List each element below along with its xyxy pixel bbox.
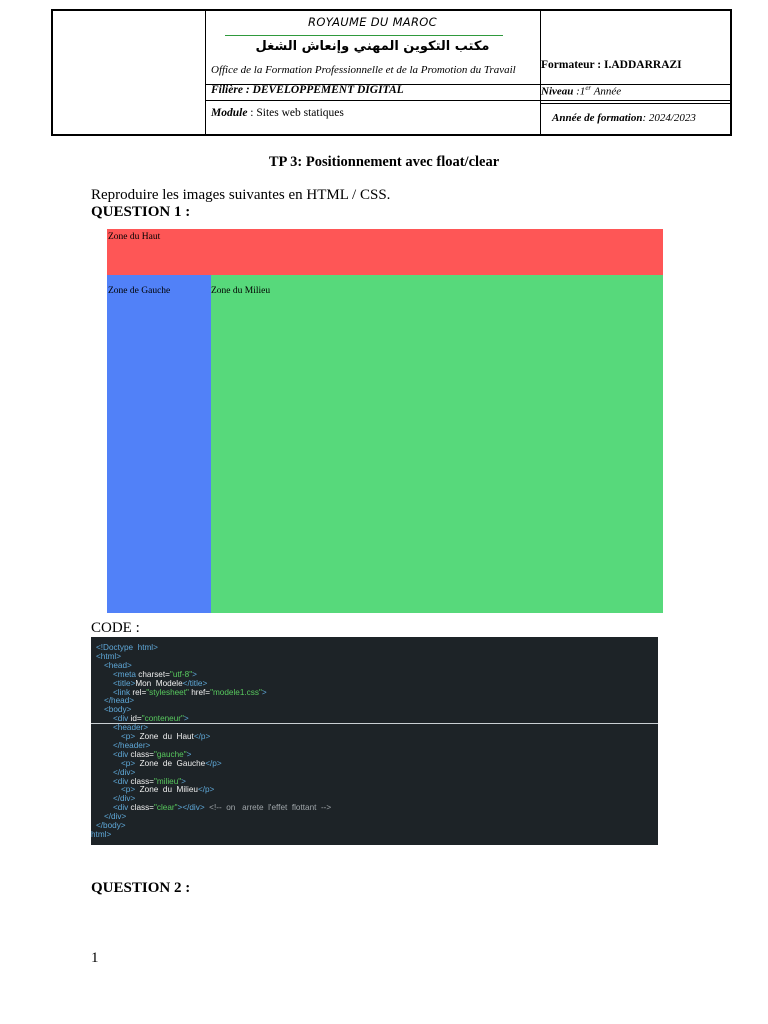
table-divider bbox=[205, 11, 206, 134]
zone-gauche bbox=[107, 275, 211, 613]
code-line: html> bbox=[91, 829, 112, 839]
niveau-field: Niveau :1er Année bbox=[541, 84, 622, 98]
code-line: <title>Mon Modele</title> bbox=[113, 678, 208, 688]
question-2-heading: QUESTION 2 : bbox=[91, 880, 191, 896]
code-line: </div> bbox=[113, 794, 136, 804]
table-divider bbox=[205, 100, 732, 101]
code-line: <div class="gauche"> bbox=[113, 749, 192, 759]
code-line: <body> bbox=[104, 705, 132, 715]
code-line: <head> bbox=[104, 660, 132, 670]
layout-figure bbox=[107, 229, 663, 613]
code-block bbox=[91, 637, 658, 845]
zone-haut bbox=[107, 229, 663, 275]
annee-field: Année de formation: 2024/2023 bbox=[552, 112, 696, 124]
code-line: <p> Zone du Milieu</p> bbox=[121, 785, 215, 795]
filiere-field: Filière : DEVELOPPEMENT DIGITAL bbox=[211, 84, 404, 96]
code-line: <div class="milieu"> bbox=[113, 776, 186, 786]
code-line: </div> bbox=[104, 812, 127, 822]
code-line: </head> bbox=[104, 696, 135, 706]
table-divider bbox=[540, 11, 541, 134]
code-line: <header> bbox=[113, 723, 149, 733]
code-line: <link rel="stylesheet" href="modele1.css"> bbox=[113, 687, 267, 697]
intro-text: Reproduire les images suivantes en HTML / CSS. bbox=[91, 187, 391, 203]
code-label: CODE : bbox=[91, 620, 140, 636]
code-line: <html> bbox=[96, 651, 122, 661]
code-line: <p> Zone de Gauche</p> bbox=[121, 758, 222, 768]
table-divider bbox=[540, 103, 732, 104]
code-line: <meta charset="utf-8"> bbox=[113, 669, 197, 679]
header-table bbox=[51, 9, 732, 136]
code-line: <!Doctype html> bbox=[96, 643, 158, 652]
code-line: <div class="clear"></div> <!-- on arrete l'effet flottant --> bbox=[113, 803, 332, 813]
code-line: </header> bbox=[113, 740, 151, 750]
code-line: <p> Zone du Haut</p> bbox=[121, 732, 211, 741]
code-line: </div> bbox=[113, 767, 136, 777]
page-number: 1 bbox=[91, 950, 99, 966]
formateur-label: Formateur : I.ADDARRAZI bbox=[541, 59, 682, 71]
module-field: Module : Sites web statiques bbox=[211, 107, 344, 119]
kingdom-label: ROYAUME DU MAROC bbox=[308, 15, 437, 29]
zone-milieu bbox=[211, 275, 663, 613]
zone-haut-label: Zone du Haut bbox=[108, 232, 161, 242]
code-line: </body> bbox=[96, 821, 126, 830]
code-line: <div id="conteneur"> bbox=[113, 714, 189, 724]
arabic-office-name: مكتب التكوين المهني وإنعاش الشغل bbox=[255, 39, 490, 54]
tp-title: TP 3: Positionnement avec float/clear bbox=[268, 154, 500, 170]
green-divider bbox=[225, 35, 503, 36]
question-1-heading: QUESTION 1 : bbox=[91, 204, 191, 220]
zone-milieu-label: Zone du Milieu bbox=[211, 286, 271, 296]
zone-gauche-label: Zone de Gauche bbox=[108, 286, 171, 296]
office-name: Office de la Formation Professionnelle et de la Promotion du Travail bbox=[211, 64, 516, 76]
